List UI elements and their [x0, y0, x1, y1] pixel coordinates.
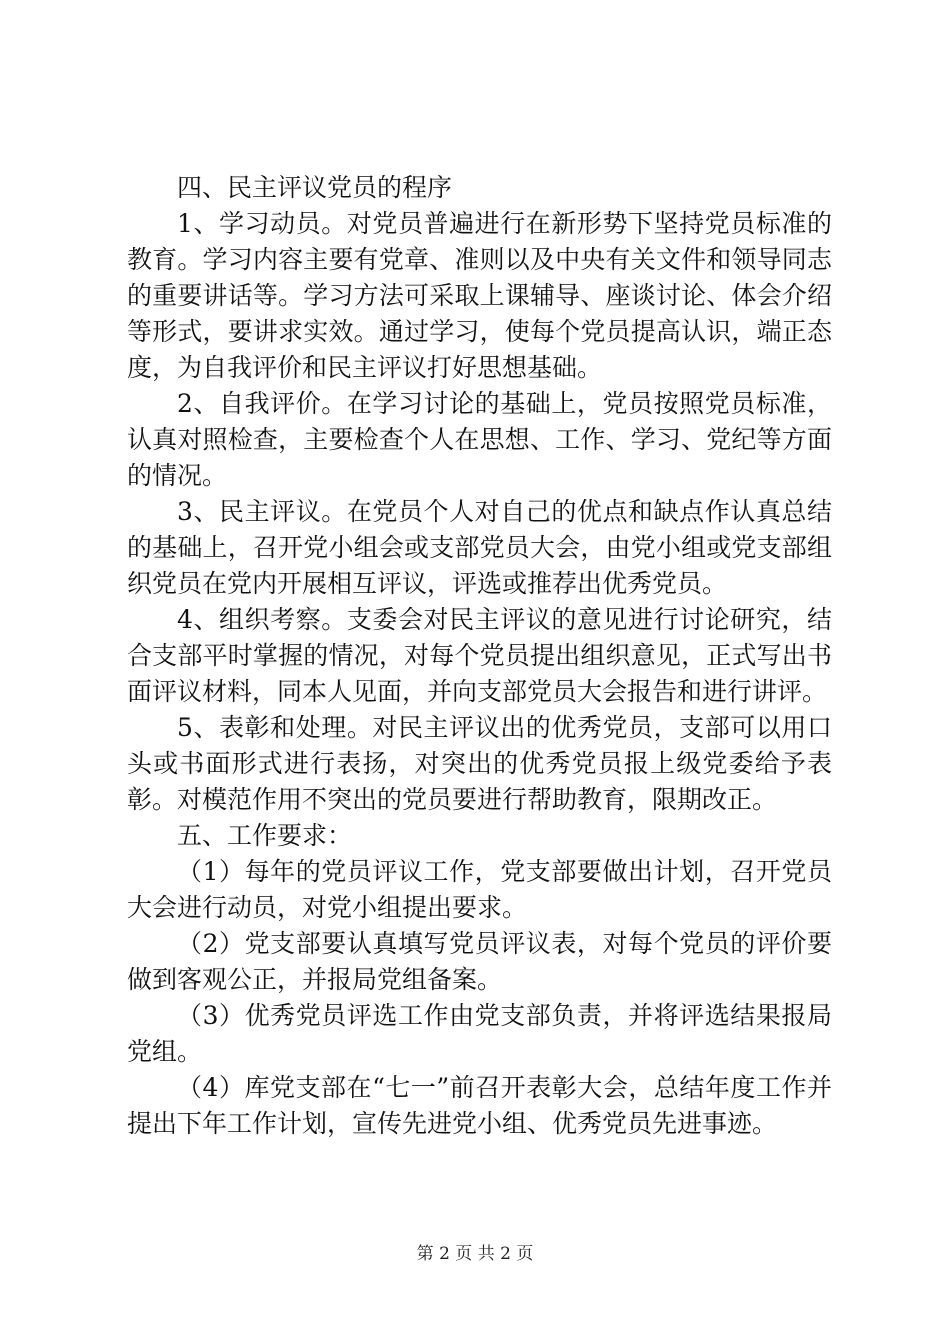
- document-body: [127, 170, 832, 1142]
- requirement-item-2: （2）党支部要认真填写党员评议表，对每个党员的评价要做到客观公正，并报局党组备案。: [127, 929, 832, 994]
- requirement-item-3: （3）优秀党员评选工作由党支部负责，并将评选结果报局党组。: [127, 1001, 832, 1066]
- section-heading-requirements: 五、工作要求：: [177, 821, 353, 850]
- requirement-item-1: （1）每年的党员评议工作，党支部要做出计划，召开党员大会进行动员，对党小组提出要求。: [127, 857, 832, 922]
- paragraph-organization-review: 4、组织考察。支委会对民主评议的意见进行讨论研究，结合支部平时掌握的情况，对每个党员提出组织意见，正式写出书面评议材料，同本人见面，并向支部党员大会报告和进行讲评。: [127, 605, 832, 706]
- paragraph-study-mobilization: 1、学习动员。对党员普遍进行在新形势下坚持党员标准的教育。学习内容主要有党章、准则以及中央有关文件和领导同志的重要讲话等。学习方法可采取上课辅导、座谈讨论、体会介绍等形式，要讲求实效。通过学习，使每个党员提高认识，端正态度，为自我评价和民主评议打好思想基础。: [127, 209, 832, 382]
- section-heading-procedure: 四、民主评议党员的程序: [177, 173, 453, 202]
- paragraph-democratic-review: 3、民主评议。在党员个人对自己的优点和缺点作认真总结的基础上，召开党小组会或支部党员大会，由党小组或党支部组织党员在党内开展相互评议，评选或推荐出优秀党员。: [127, 497, 832, 598]
- page-number-footer: 第 2 页 共 2 页: [416, 1244, 534, 1264]
- requirement-item-4: （4）库党支部在“七一”前召开表彰大会，总结年度工作并提出下年工作计划，宣传先进党小组、优秀党员先进事迹。: [127, 1073, 832, 1138]
- paragraph-commendation: 5、表彰和处理。对民主评议出的优秀党员，支部可以用口头或书面形式进行表扬，对突出的优秀党员报上级党委给予表彰。对模范作用不突出的党员要进行帮助教育，限期改正。: [127, 713, 832, 814]
- paragraph-self-evaluation: 2、自我评价。在学习讨论的基础上，党员按照党员标准，认真对照检查，主要检查个人在思想、工作、学习、党纪等方面的情况。: [127, 389, 832, 490]
